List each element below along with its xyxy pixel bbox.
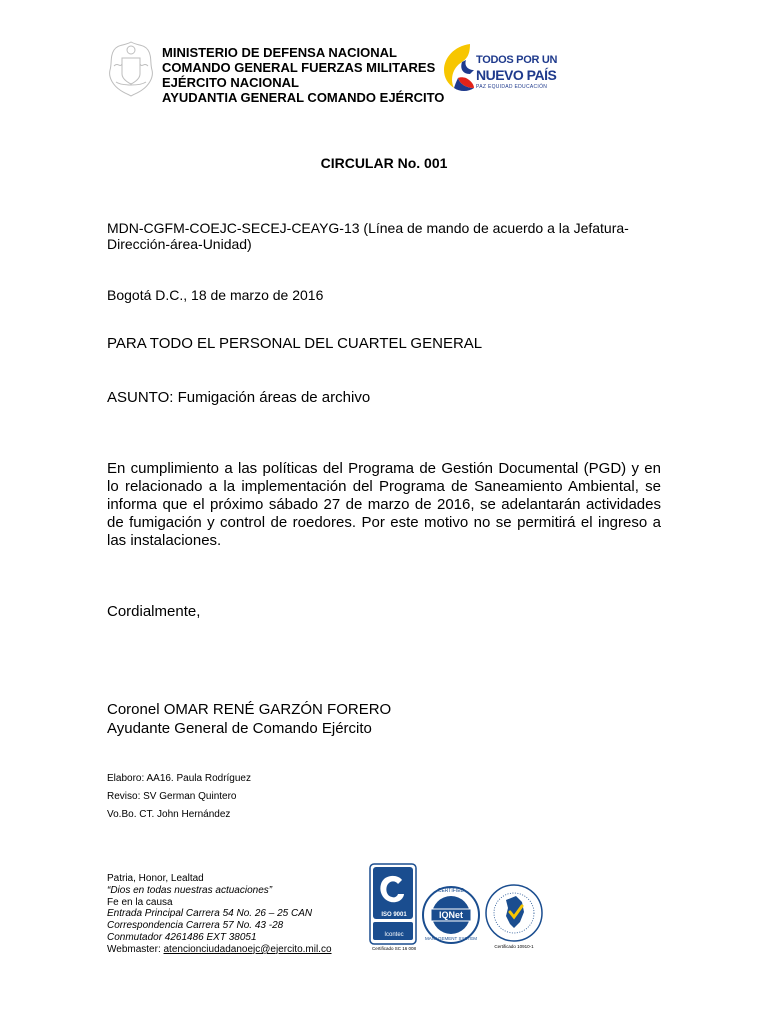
letterhead-line: EJÉRCITO NACIONAL [162, 75, 299, 90]
letterhead [162, 45, 444, 105]
signature-block [107, 700, 391, 738]
staff-line: Vo.Bo. CT. John Hernández [107, 809, 231, 820]
recipient: PARA TODO EL PERSONAL DEL CUARTEL GENERAL [107, 335, 483, 352]
slogan-line: PAZ EQUIDAD EDUCACIÓN [476, 84, 548, 90]
subject: ASUNTO: Fumigación áreas de archivo [107, 389, 371, 406]
iso-label: ISO 9001 [381, 912, 407, 918]
footer-webmaster [107, 944, 332, 956]
letterhead-line: AYUDANTIA GENERAL COMANDO EJÉRCITO [162, 90, 445, 105]
footer-phone: Conmutador 4261486 EXT 38051 [107, 931, 257, 943]
slogan-line: TODOS POR UN [476, 54, 558, 66]
body-paragraph: En cumplimiento a las políticas del Programa de Gestión Documental (PGD) y en lo relacionado a la implementación del Programa de Saneamiento Ambiental, se informa que el próximo sábado 27 de marzo de 2016, se adelantarán actividades de fumigación y control de roedores. Por este motivo no se permitirá el ingreso a las instalaciones. [107, 460, 661, 549]
footer [107, 873, 332, 956]
icontec-caption: Certificado SC 16 008 [371, 946, 417, 951]
coat-of-arms-icon [106, 38, 156, 98]
col-seal-caption: Certificado 10910-1 [494, 944, 534, 949]
staff-list [107, 770, 251, 824]
signer-role: Ayudante General de Comando Ejército [107, 720, 372, 737]
iqnet-top-label: CERTIFIED [437, 888, 465, 894]
document-title: CIRCULAR No. 001 [320, 155, 448, 171]
staff-line: Elaboro: AA16. Paula Rodríguez [107, 773, 251, 784]
closing: Cordialmente, [107, 603, 201, 620]
document-date: Bogotá D.C., 18 de marzo de 2016 [107, 287, 324, 303]
letterhead-line: COMANDO GENERAL FUERZAS MILITARES [162, 60, 436, 75]
footer-faith: Fe en la causa [107, 896, 173, 908]
government-logo [440, 40, 560, 94]
iqnet-label: IQNet [438, 910, 463, 920]
icontec-label: Icontec [384, 932, 404, 938]
footer-motto: Patria, Honor, Lealtad [107, 873, 204, 884]
webmaster-email-link[interactable]: atencionciudadanoejc@ejercito.mil.co [163, 943, 332, 955]
colombia-quality-seal [484, 882, 544, 952]
footer-address: Entrada Principal Carrera 54 No. 26 – 25 CAN [107, 908, 313, 920]
iqnet-bottom-label: MANAGEMENT SYSTEM [425, 936, 477, 941]
footer-address: Correspondencia Carrera 57 No. 43 -28 [107, 920, 284, 932]
reference-code: MDN-CGFM-COEJC-SECEJ-CEAYG-13 (Línea de mando de acuerdo a la Jefatura-Dirección-área-Unidad) [107, 220, 629, 252]
signer-name: Coronel OMAR RENÉ GARZÓN FORERO [107, 701, 392, 718]
staff-line: Reviso: SV German Quintero [107, 791, 237, 802]
iqnet-certification-seal [421, 884, 481, 950]
letterhead-line: MINISTERIO DE DEFENSA NACIONAL [162, 45, 397, 60]
webmaster-label: Webmaster: [107, 943, 164, 955]
icontec-certification-seal [368, 862, 420, 952]
footer-quote: “Dios en todas nuestras actuaciones” [107, 884, 273, 896]
slogan-line: NUEVO PAÍS [476, 67, 557, 83]
